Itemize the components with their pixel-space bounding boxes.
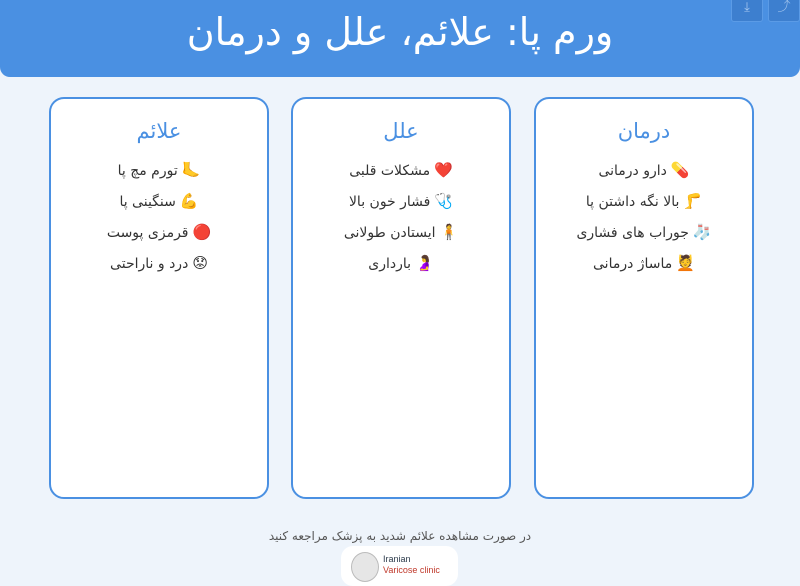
causes-card — [291, 97, 511, 499]
logo-text-line1: Iranian — [383, 554, 411, 564]
list-item — [536, 186, 752, 217]
list-item-label: بالا نگه داشتن پا — [585, 194, 680, 210]
list-item — [51, 217, 267, 248]
page-title: ورم پا: علائم، علل و درمان — [186, 10, 614, 54]
download-icon: ⤓ — [744, 0, 750, 15]
list-item-label: ماساژ درمانی — [593, 256, 673, 272]
header-bar — [0, 0, 800, 77]
list-item-label: بارداری — [368, 256, 412, 272]
flexed-arm-icon: 💪 — [179, 192, 199, 210]
heart-icon: ❤️ — [434, 161, 453, 179]
share-button[interactable] — [768, 0, 800, 22]
clinic-logo-icon — [351, 552, 379, 582]
list-item — [51, 186, 267, 217]
foot-icon: 🦶 — [181, 161, 201, 179]
leg-icon: 🦵 — [683, 192, 703, 210]
list-item-label: ایستادن طولانی — [343, 225, 436, 241]
symptoms-card — [49, 97, 269, 499]
list-item-label: جوراب های فشاری — [576, 225, 689, 241]
symptoms-card-title: علائم — [136, 119, 182, 143]
list-item — [51, 155, 267, 186]
treatment-card — [534, 97, 754, 499]
pill-icon: 💊 — [670, 161, 690, 179]
list-item — [536, 155, 752, 186]
share-icon: ⤴ — [777, 0, 791, 15]
causes-list — [293, 155, 509, 279]
massage-icon: 💆 — [676, 254, 695, 272]
list-item — [536, 248, 752, 279]
list-item-label: تورم مچ پا — [117, 163, 178, 179]
list-item — [293, 186, 509, 217]
list-item-label: دارو درمانی — [598, 163, 667, 179]
list-item — [293, 248, 509, 279]
footer-note: در صورت مشاهده علائم شدید به پزشک مراجعه کنید — [268, 529, 532, 543]
red-circle-icon: 🔴 — [192, 223, 212, 241]
list-item-label: سنگینی پا — [119, 194, 176, 210]
list-item — [293, 155, 509, 186]
treatment-list — [536, 155, 752, 279]
stethoscope-icon: 🩺 — [434, 192, 454, 210]
clinic-logo — [341, 546, 458, 586]
list-item-label: قرمزی پوست — [106, 225, 189, 241]
list-item-label: فشار خون بالا — [348, 194, 431, 210]
list-item-label: درد و ناراحتی — [110, 256, 189, 272]
logo-text-line2: Varicose clinic — [383, 565, 440, 575]
symptoms-list — [51, 155, 267, 279]
worried-face-icon: 😟 — [192, 254, 208, 272]
pregnant-icon: 🤰 — [415, 254, 434, 272]
socks-icon: 🧦 — [692, 223, 712, 241]
causes-card-title: علل — [383, 119, 419, 143]
list-item-label: مشکلات قلبی — [349, 163, 431, 179]
list-item — [293, 217, 509, 248]
download-button[interactable] — [731, 0, 763, 22]
standing-person-icon: 🧍 — [439, 223, 459, 241]
list-item — [51, 248, 267, 279]
list-item — [536, 217, 752, 248]
treatment-card-title: درمان — [617, 119, 671, 143]
